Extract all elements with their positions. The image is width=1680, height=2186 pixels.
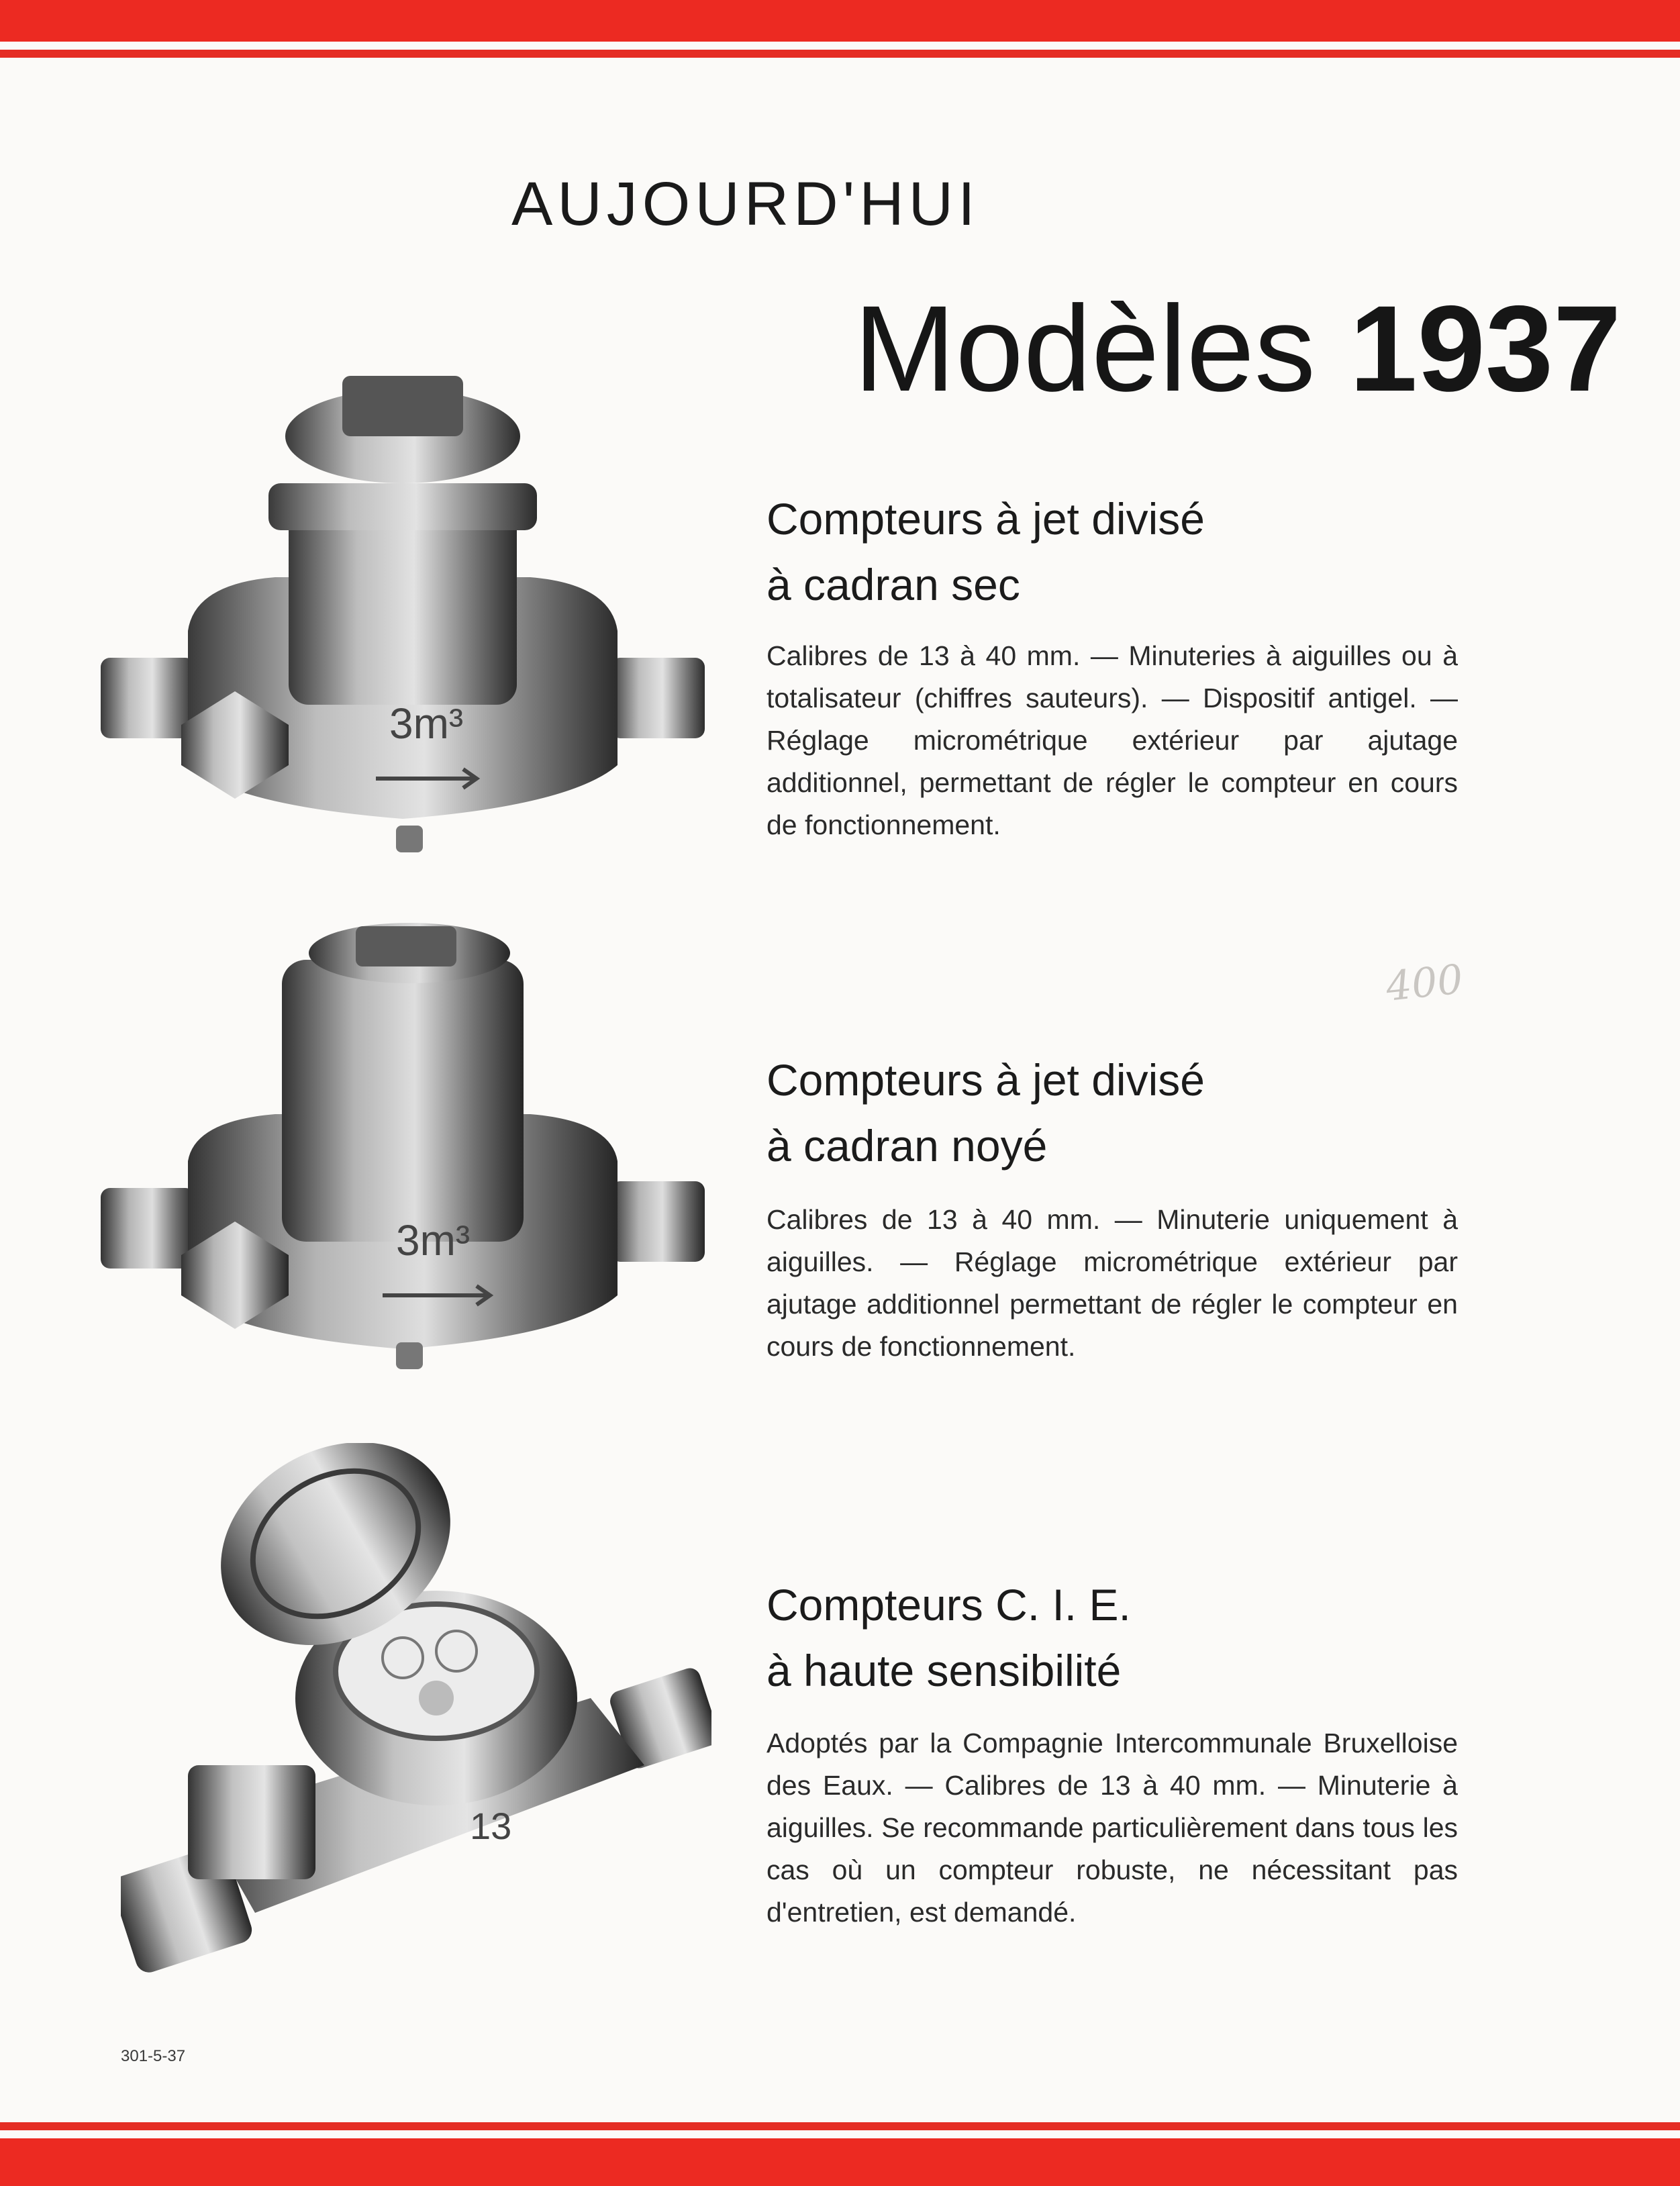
section-2-title — [767, 1047, 1205, 1179]
title-year: 1937 — [1349, 280, 1622, 417]
footer-code: 301-5-37 — [121, 2047, 186, 2065]
bottom-red-band — [0, 2138, 1680, 2186]
section-1-description: Calibres de 13 à 40 mm. — Minuteries à aiguilles ou à totalisateur (chiffres sauteurs). — Dispositif antigel. — Réglage micrométrique extérieur par ajutage additionnel, permettant de régler le compteur en cours de fonctionnement. — [767, 640, 1458, 840]
meter-illustration-cie-high-sensitivity — [121, 1443, 711, 2007]
section-2-description: Calibres de 13 à 40 mm. — Minuterie uniquement à aiguilles. — Réglage micrométrique extérieur par ajutage additionnel permettant de régler le compteur en cours de fonctionnement. — [767, 1204, 1458, 1362]
section-1-title-line1: Compteurs à jet divisé — [767, 494, 1205, 544]
section-1-title — [767, 486, 1205, 617]
section-2-title-line2: à cadran noyé — [767, 1121, 1048, 1171]
top-red-band — [0, 0, 1680, 42]
section-3-title — [767, 1572, 1131, 1703]
meter-illustration-dry-dial — [101, 362, 705, 873]
meter-marking: 3m³ — [389, 699, 464, 748]
bottom-red-rule — [0, 2122, 1680, 2130]
meter-marking: 3m³ — [396, 1216, 471, 1264]
section-2-title-line1: Compteurs à jet divisé — [767, 1055, 1205, 1105]
section-3-title-line1: Compteurs C. I. E. — [767, 1580, 1131, 1630]
section-3-description: Adoptés par la Compagnie Intercommunale Bruxelloise des Eaux. — Calibres de 13 à 40 mm. — Minuterie à aiguilles. Se recommande particulièrement dans tous les cas où un compteur robuste, ne nécessitant pas d'entretien, est demandé. — [767, 1728, 1458, 1928]
top-red-rule — [0, 50, 1680, 58]
section-3-title-line2: à haute sensibilité — [767, 1646, 1122, 1695]
meter-marking: 13 — [470, 1805, 512, 1847]
meter-illustration-submerged-dial — [101, 920, 705, 1376]
section-1-title-line2: à cadran sec — [767, 560, 1020, 609]
page-title — [854, 280, 1622, 417]
handwritten-note: 400 — [1383, 956, 1465, 1011]
page-overline: AUJOURD'HUI — [511, 170, 980, 238]
title-word: Modèles — [854, 280, 1316, 417]
